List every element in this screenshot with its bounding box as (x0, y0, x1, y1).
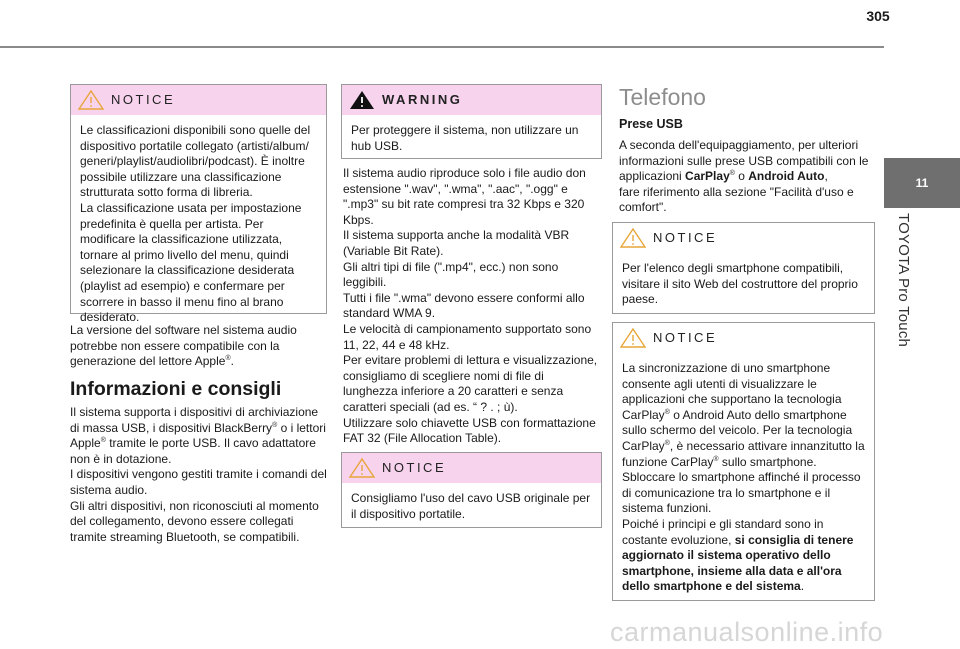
notice-box-classifications (70, 84, 327, 325)
registered-mark: ® (100, 437, 106, 445)
warning-header (342, 85, 601, 115)
usb-text-part: o (734, 169, 749, 184)
software-text: La versione del software nel sistema audio potrebbe non essere compatibile con la generazione del lettore Apple (70, 323, 297, 369)
warning-triangle-outline-icon (619, 327, 647, 349)
notice-text: Le classificazioni disponibili sono quelle del dispositivo portatile collegato (artisti/album/ generi/playlist/audiolibri/podcast). È inoltre possibile utilizzare una classificazione strutturata sotto forma di libreria. La classificazione usata per impostazione predefinita è quella per artista. Per modificare la classificazione utilizzata, tornare al primo livello del menu, quindi selezionare la classificazione desiderata (playlist ad esempio) e confermare per scorrere in basso il menu fino al brano desiderato. (80, 123, 311, 325)
usb-text-part: , fare riferimento alla sezione "Facilità d'uso e comfort". (619, 169, 854, 215)
notice-text-part: sullo smartphone. Sbloccare lo smartphone affinché il processo di comunicazione tra lo smartphone e il sistema funzioni. Poiché i principi e gli standard sono in costante evoluzione, (622, 454, 861, 547)
warning-label: WARNING (382, 92, 463, 107)
watermark: carmanualsonline.info (610, 617, 884, 647)
chapter-title-text: TOYOTA Pro Touch (895, 213, 912, 348)
info-text-part: o i lettori Apple (70, 420, 326, 451)
notice-text (613, 353, 874, 603)
warning-triangle-filled-icon (348, 89, 376, 111)
warning-box-hub (341, 84, 602, 159)
notice-label: NOTICE (111, 92, 176, 107)
registered-mark: ® (664, 408, 670, 416)
warning-triangle-outline-icon (619, 227, 647, 249)
notice-box-usb-cable (341, 452, 602, 528)
info-text-part: tramite le porte USB. Il cavo adattatore non è in dotazione. I dispositivi vengono gestiti tramite i comandi del sistema audio. Gli altri dispositivi, non riconosciuti al momento del collegamento, devono essere collegati tramite streaming Bluetooth, se compatibili. (70, 436, 327, 544)
notice-label: NOTICE (382, 460, 447, 475)
notice-box-sync (612, 322, 875, 601)
section-heading-info: Informazioni e consigli (70, 378, 282, 400)
registered-mark: ® (729, 170, 735, 178)
notice-label: NOTICE (653, 230, 718, 245)
chapter-tab[interactable]: 11 (884, 158, 960, 208)
notice-text-part: o Android Auto dello smartphone sullo schermo del veicolo. Per la tecnologia CarPlay (622, 407, 853, 453)
software-text-end: . (230, 354, 234, 369)
warning-triangle-outline-icon (348, 457, 376, 479)
page-number: 305 (866, 8, 890, 24)
info-text (70, 405, 328, 545)
notice-header (342, 453, 601, 483)
usb-text-part: A seconda dell'equipaggiamento, per ulteriori informazioni sulle prese USB compatibili con le applicazioni (619, 138, 869, 184)
notice-bold-advice: si consiglia di tenere aggiornato il sistema operativo dello smartphone, insieme alla data e all'ora dello smartphone e del sistema (622, 532, 854, 594)
registered-mark: ® (664, 439, 670, 447)
notice-box-compatible-phones (612, 222, 875, 314)
notice-text: Per l'elenco degli smartphone compatibili, visitare il sito Web del costruttore del proprio paese. (622, 261, 858, 307)
info-text-part: Il sistema supporta i dispositivi di archiviazione di massa USB, i dispositivi BlackBerry (70, 405, 319, 435)
notice-header (613, 223, 874, 253)
notice-text: Consigliamo l'uso del cavo USB originale per il dispositivo portatile. (351, 491, 591, 521)
registered-mark: ® (713, 455, 719, 463)
notice-text-part: , è necessario attivare innanzitutto la funzione CarPlay (622, 438, 865, 469)
notice-header (71, 85, 326, 115)
android-auto-term: Android Auto (748, 169, 825, 184)
registered-mark: ® (272, 421, 278, 429)
chapter-side-title (882, 213, 922, 373)
software-compat-text (70, 323, 328, 370)
warning-triangle-outline-icon (77, 89, 105, 111)
notice-text-part: La sincronizzazione di uno smartphone consente agli utenti di visualizzare le applicazioni che supportano la tecnologia CarPlay (622, 361, 842, 422)
warning-text: Per proteggere il sistema, non utilizzare un hub USB. (351, 123, 579, 153)
usb-text (619, 138, 877, 216)
section-heading-phone: Telefono (619, 84, 706, 110)
carplay-term: CarPlay (685, 169, 730, 184)
notice-text-end: . (800, 579, 805, 594)
registered-mark: ® (225, 355, 231, 363)
audio-formats-text: Il sistema audio riproduce solo i file audio don estensione ".wav", ".wma", ".aac", ".ogg" e ".mp3" su bit rate compresi tra 32 Kbps e 320 Kbps. Il sistema supporta anche la modalità VBR (Variable Bit Rate). Gli altri tipi di file (".mp4", ecc.) non sono leggibili. Tutti i file ".wma" devono essere conformi allo standard WMA 9. Le velocità di campionamento supportato sono 11, 22, 44 e 48 kHz. Per evitare problemi di lettura e visualizzazione, consigliamo di scegliere nomi di file di lunghezza inferiore a 20 caratteri e senza caratteri speciali (ad es. “ ? . ; ù). Utilizzare solo chiavette USB con formattazione FAT 32 (File Allocation Table). (343, 166, 598, 446)
notice-header (613, 323, 874, 353)
notice-label: NOTICE (653, 330, 718, 345)
top-divider (0, 46, 884, 48)
subheading-usb: Prese USB (619, 117, 683, 131)
